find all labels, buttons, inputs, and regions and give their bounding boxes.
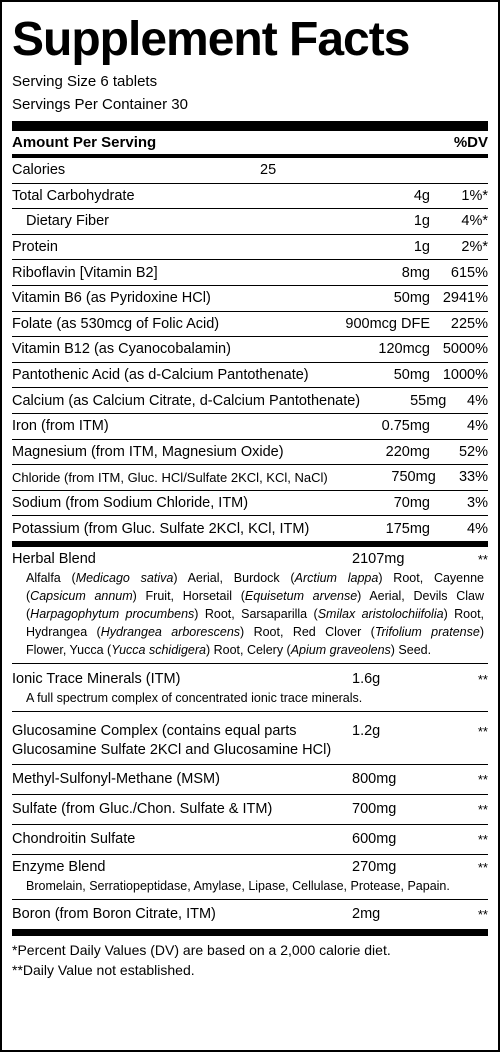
nutrient-name: Total Carbohydrate [12, 187, 135, 204]
servings-per-container: Servings Per Container 30 [12, 96, 188, 113]
nutrient-amount: 0.75mg [381, 418, 430, 435]
itm-dv: ** [477, 671, 488, 687]
herb-text: ) Aerial, Burdock ( [173, 570, 295, 585]
nutrient-table [12, 158, 488, 541]
ingredient-dv: ** [477, 771, 488, 787]
enzyme-blend-row [12, 855, 488, 900]
herb-text: ) Root, Hydrangea ( [26, 606, 485, 639]
nutrient-name: Sodium (from Sodium Chloride, ITM) [12, 495, 249, 512]
nutrient-name: Dietary Fiber [26, 213, 109, 230]
enzyme-blend-amount: 270mg [352, 858, 397, 875]
herb-text: ) Seed. [390, 642, 432, 657]
nutrient-dv: 1%* [461, 187, 488, 204]
nutrient-dv: 5000% [442, 341, 488, 358]
nutrient-dv: 52% [458, 443, 488, 460]
glucosamine-dv: ** [477, 723, 488, 739]
herb-text: ) Root, Sarsaparilla ( [194, 606, 318, 621]
boron-name: Boron (from Boron Citrate, ITM) [12, 905, 216, 922]
other-ingredients [12, 765, 488, 855]
nutrient-row [12, 158, 488, 184]
amount-per-serving-label: Amount Per Serving [12, 134, 157, 151]
nutrient-amount: 900mcg DFE [345, 315, 430, 332]
herbal-blend-ingredients [12, 569, 488, 659]
nutrient-name: Calories [12, 162, 66, 179]
glucosamine-row [12, 712, 488, 765]
nutrient-dv: 4% [467, 418, 488, 435]
nutrient-dv: 2941% [442, 290, 488, 307]
latin-name: Hydrangea arborescens [100, 624, 241, 639]
nutrient-row [12, 209, 488, 235]
latin-name: Medicago sativa [75, 570, 174, 585]
nutrient-dv: 4% [467, 520, 488, 537]
nutrient-dv: 3% [467, 495, 488, 512]
nutrient-name: Pantothenic Acid (as d-Calcium Pantothenate) [12, 367, 309, 384]
nutrient-row [12, 465, 488, 491]
ingredient-name: Methyl-Sulfonyl-Methane (MSM) [12, 770, 220, 787]
herb-text: Alfalfa ( [26, 570, 76, 585]
latin-name: Apium graveolens [290, 642, 391, 657]
glucosamine-amount: 1.2g [352, 722, 381, 739]
nutrient-name: Potassium (from Gluc. Sulfate 2KCl, KCl, ITM) [12, 520, 310, 537]
nutrient-row [12, 388, 488, 414]
nutrient-dv: 225% [450, 315, 488, 332]
ingredient-name: Sulfate (from Gluc./Chon. Sulfate & ITM) [12, 800, 273, 817]
nutrient-amount: 220mg [385, 443, 430, 460]
footnote-not-established: **Daily Value not established. [12, 961, 195, 978]
nutrient-name: Vitamin B6 (as Pyridoxine HCl) [12, 290, 211, 307]
ingredient-dv: ** [477, 801, 488, 817]
latin-name: Equisetum arvense [244, 588, 358, 603]
ingredient-row [12, 765, 488, 795]
nutrient-name: Iron (from ITM) [12, 418, 109, 435]
nutrient-amount: 50mg [393, 367, 430, 384]
glucosamine-name-line1: Glucosamine Complex (contains equal parts [12, 722, 297, 739]
nutrient-row [12, 260, 488, 286]
herbal-blend-amount: 2107mg [352, 550, 405, 567]
nutrient-amount: 8mg [401, 264, 430, 281]
label-title: Supplement Facts [12, 13, 410, 66]
boron-amount: 2mg [352, 905, 381, 922]
nutrient-amount: 120mcg [378, 341, 430, 358]
nutrient-amount: 50mg [393, 290, 430, 307]
nutrient-dv: 2%* [461, 239, 488, 256]
nutrient-name: Protein [12, 239, 58, 256]
ingredient-row [12, 795, 488, 825]
enzyme-blend-dv: ** [477, 859, 488, 875]
glucosamine-name [12, 722, 352, 760]
boron-row [12, 900, 488, 930]
nutrient-row [12, 184, 488, 210]
nutrient-row [12, 235, 488, 261]
latin-name: Smilax aristolochiifolia [317, 606, 444, 621]
nutrient-amount: 1g [413, 213, 430, 230]
nutrient-row [12, 363, 488, 389]
itm-description: A full spectrum complex of concentrated ionic trace minerals. [26, 690, 363, 705]
footnote-dv: *Percent Daily Values (DV) are based on a 2,000 calorie diet. [12, 941, 391, 958]
nutrient-amount: 70mg [393, 495, 430, 512]
nutrient-name: Magnesium (from ITM, Magnesium Oxide) [12, 443, 284, 460]
enzyme-blend-ingredients: Bromelain, Serratiopeptidase, Amylase, Lipase, Cellulase, Protease, Papain. [26, 878, 450, 893]
nutrient-amount: 1g [413, 239, 430, 256]
nutrient-row [12, 440, 488, 466]
nutrient-amount: 25 [260, 162, 277, 179]
herb-text: ) Fruit, Horsetail ( [132, 588, 245, 603]
latin-name: Arctium lappa [294, 570, 379, 585]
nutrient-name: Folate (as 530mcg of Folic Acid) [12, 315, 220, 332]
nutrient-name: Riboflavin [Vitamin B2] [12, 264, 158, 281]
latin-name: Harpagophytum procumbens [30, 606, 195, 621]
nutrient-amount: 55mg [410, 392, 447, 409]
herb-text: ) Aerial, Devils Claw ( [26, 588, 484, 621]
ingredient-amount: 600mg [352, 830, 397, 847]
herbal-blend-dv: ** [477, 551, 488, 567]
itm-amount: 1.6g [352, 670, 381, 687]
footnotes [12, 936, 488, 980]
thick-divider [12, 121, 488, 131]
ingredient-dv: ** [477, 831, 488, 847]
nutrient-dv: 33% [458, 469, 488, 486]
ingredient-amount: 700mg [352, 800, 397, 817]
itm-row [12, 664, 488, 712]
nutrient-dv: 1000% [442, 367, 488, 384]
nutrient-row [12, 337, 488, 363]
nutrient-dv: 615% [450, 264, 488, 281]
nutrient-row [12, 516, 488, 541]
ingredient-row [12, 825, 488, 855]
nutrient-amount: 4g [413, 187, 430, 204]
nutrient-row [12, 414, 488, 440]
ingredient-amount: 800mg [352, 770, 397, 787]
nutrient-amount: 175mg [385, 520, 430, 537]
nutrient-amount: 750mg [391, 469, 436, 486]
herbal-blend-row [12, 547, 488, 664]
herb-text: ) Root, Red Clover ( [240, 624, 375, 639]
nutrient-row [12, 286, 488, 312]
boron-dv: ** [477, 906, 488, 922]
herbal-blend-name: Herbal Blend [12, 550, 96, 567]
nutrient-dv: 4%* [461, 213, 488, 230]
enzyme-blend-name: Enzyme Blend [12, 858, 106, 875]
herb-text: ) Root, Celery ( [205, 642, 291, 657]
itm-name: Ionic Trace Minerals (ITM) [12, 670, 181, 687]
nutrient-name: Chloride (from ITM, Gluc. HCl/Sulfate 2KCl, KCl, NaCl) [12, 469, 328, 485]
dv-header-label: %DV [453, 134, 488, 151]
serving-size: Serving Size 6 tablets [12, 73, 158, 90]
herb-text: ) Flower, Yucca ( [26, 624, 484, 657]
glucosamine-name-line2: Glucosamine Sulfate 2KCl and Glucosamine HCl) [12, 741, 332, 758]
nutrient-row [12, 312, 488, 338]
nutrient-dv: 4% [467, 392, 488, 409]
nutrient-row [12, 491, 488, 517]
amount-header [12, 131, 488, 158]
latin-name: Capsicum annum [30, 588, 133, 603]
nutrient-name: Calcium (as Calcium Citrate, d-Calcium Pantothenate) [12, 392, 361, 409]
latin-name: Yucca schidigera [111, 642, 206, 657]
herb-text: ) Root, Cayenne ( [26, 570, 484, 603]
latin-name: Trifolium pratense [374, 624, 480, 639]
ingredient-name: Chondroitin Sulfate [12, 830, 136, 847]
nutrient-name: Vitamin B12 (as Cyanocobalamin) [12, 341, 231, 358]
